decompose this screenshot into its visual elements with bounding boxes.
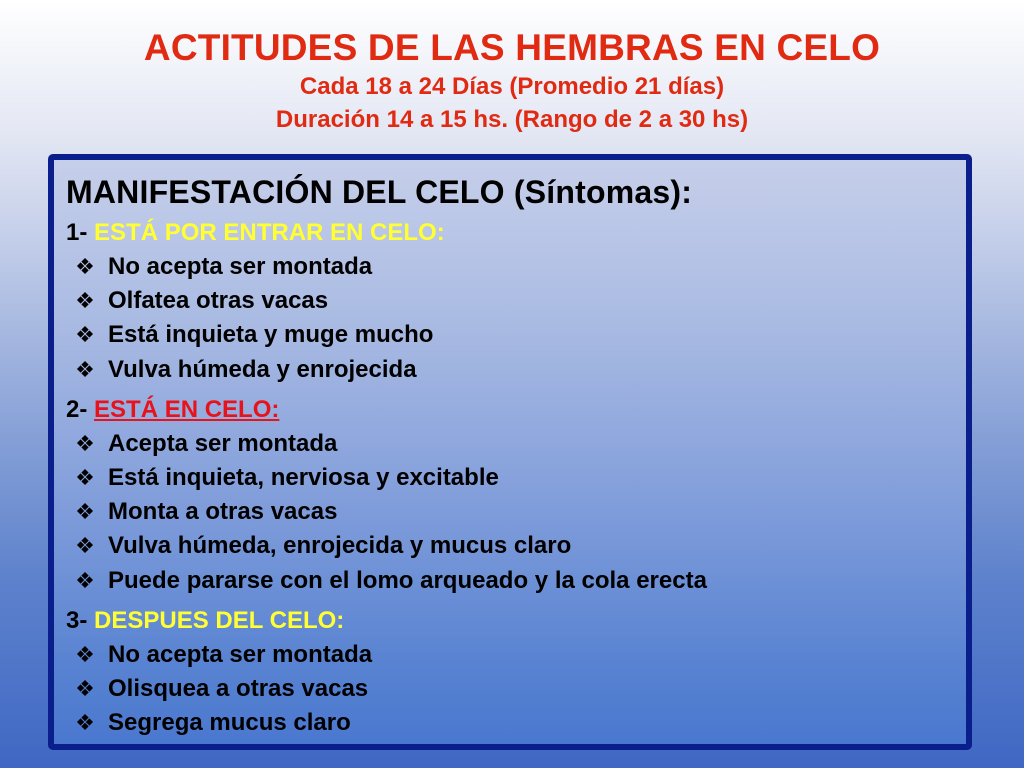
diamond-bullet-icon: ❖	[75, 641, 95, 667]
list-item-text: Vulva húmeda, enrojecida y mucus claro	[108, 532, 572, 560]
section-post-heat	[66, 604, 966, 741]
list-item	[66, 427, 966, 461]
symptom-list	[66, 638, 966, 741]
section-heading-label: ESTÁ POR ENTRAR EN CELO:	[94, 219, 445, 246]
list-item-text: Puede pararse con el lomo arqueado y la cola erecta	[108, 566, 707, 594]
list-item	[66, 672, 966, 706]
list-item-text: No acepta ser montada	[108, 640, 373, 668]
list-item-text: Está inquieta, nerviosa y excitable	[108, 464, 499, 492]
list-item-text: Está inquieta y muge mucho	[108, 321, 434, 349]
diamond-bullet-icon: ❖	[75, 499, 95, 525]
diamond-bullet-icon: ❖	[75, 322, 95, 348]
section-number: 1-	[66, 219, 88, 246]
list-item	[66, 529, 966, 563]
list-item	[66, 318, 966, 352]
list-item	[66, 353, 966, 387]
section-heading	[66, 604, 966, 638]
list-item	[66, 250, 966, 284]
diamond-bullet-icon: ❖	[75, 567, 95, 593]
diamond-bullet-icon: ❖	[75, 430, 95, 456]
symptom-list	[66, 250, 966, 387]
section-heading	[66, 393, 966, 427]
section-heading	[66, 216, 966, 250]
section-pre-heat	[66, 216, 966, 387]
list-item	[66, 284, 966, 318]
diamond-bullet-icon: ❖	[75, 676, 95, 702]
list-item	[66, 495, 966, 529]
section-number: 2-	[66, 395, 88, 423]
list-item-text: No acepta ser montada	[108, 253, 373, 280]
list-item-text: Segrega mucus claro	[108, 709, 351, 737]
list-item-text: Monta a otras vacas	[108, 498, 338, 526]
diamond-bullet-icon: ❖	[75, 356, 95, 382]
symptoms-box	[48, 154, 972, 750]
list-item	[66, 638, 966, 672]
diamond-bullet-icon: ❖	[75, 465, 95, 491]
slide-header	[0, 26, 1024, 136]
diamond-bullet-icon: ❖	[75, 533, 95, 559]
cycle-frequency: Cada 18 a 24 Días (Promedio 21 días)	[299, 73, 725, 100]
section-in-heat	[66, 393, 966, 598]
list-item-text: Vulva húmeda y enrojecida	[108, 355, 417, 383]
heat-duration: Duración 14 a 15 hs. (Rango de 2 a 30 hs)	[275, 106, 749, 133]
list-item-text: Olisquea a otras vacas	[108, 675, 369, 703]
list-item	[66, 461, 966, 495]
list-item-text: Olfatea otras vacas	[108, 287, 329, 315]
section-number: 3-	[66, 606, 88, 634]
symptom-list	[66, 427, 966, 598]
list-item	[66, 706, 966, 740]
slide-title: ACTITUDES DE LAS HEMBRAS EN CELO	[143, 27, 881, 68]
list-item	[66, 564, 966, 598]
list-item-text: Acepta ser montada	[108, 429, 338, 457]
section-heading-label: ESTÁ EN CELO:	[94, 395, 280, 423]
symptoms-title: MANIFESTACIÓN DEL CELO (Síntomas):	[66, 174, 693, 210]
diamond-bullet-icon: ❖	[75, 288, 95, 314]
section-heading-label: DESPUES DEL CELO:	[94, 606, 345, 634]
diamond-bullet-icon: ❖	[75, 254, 95, 279]
diamond-bullet-icon: ❖	[75, 710, 95, 736]
